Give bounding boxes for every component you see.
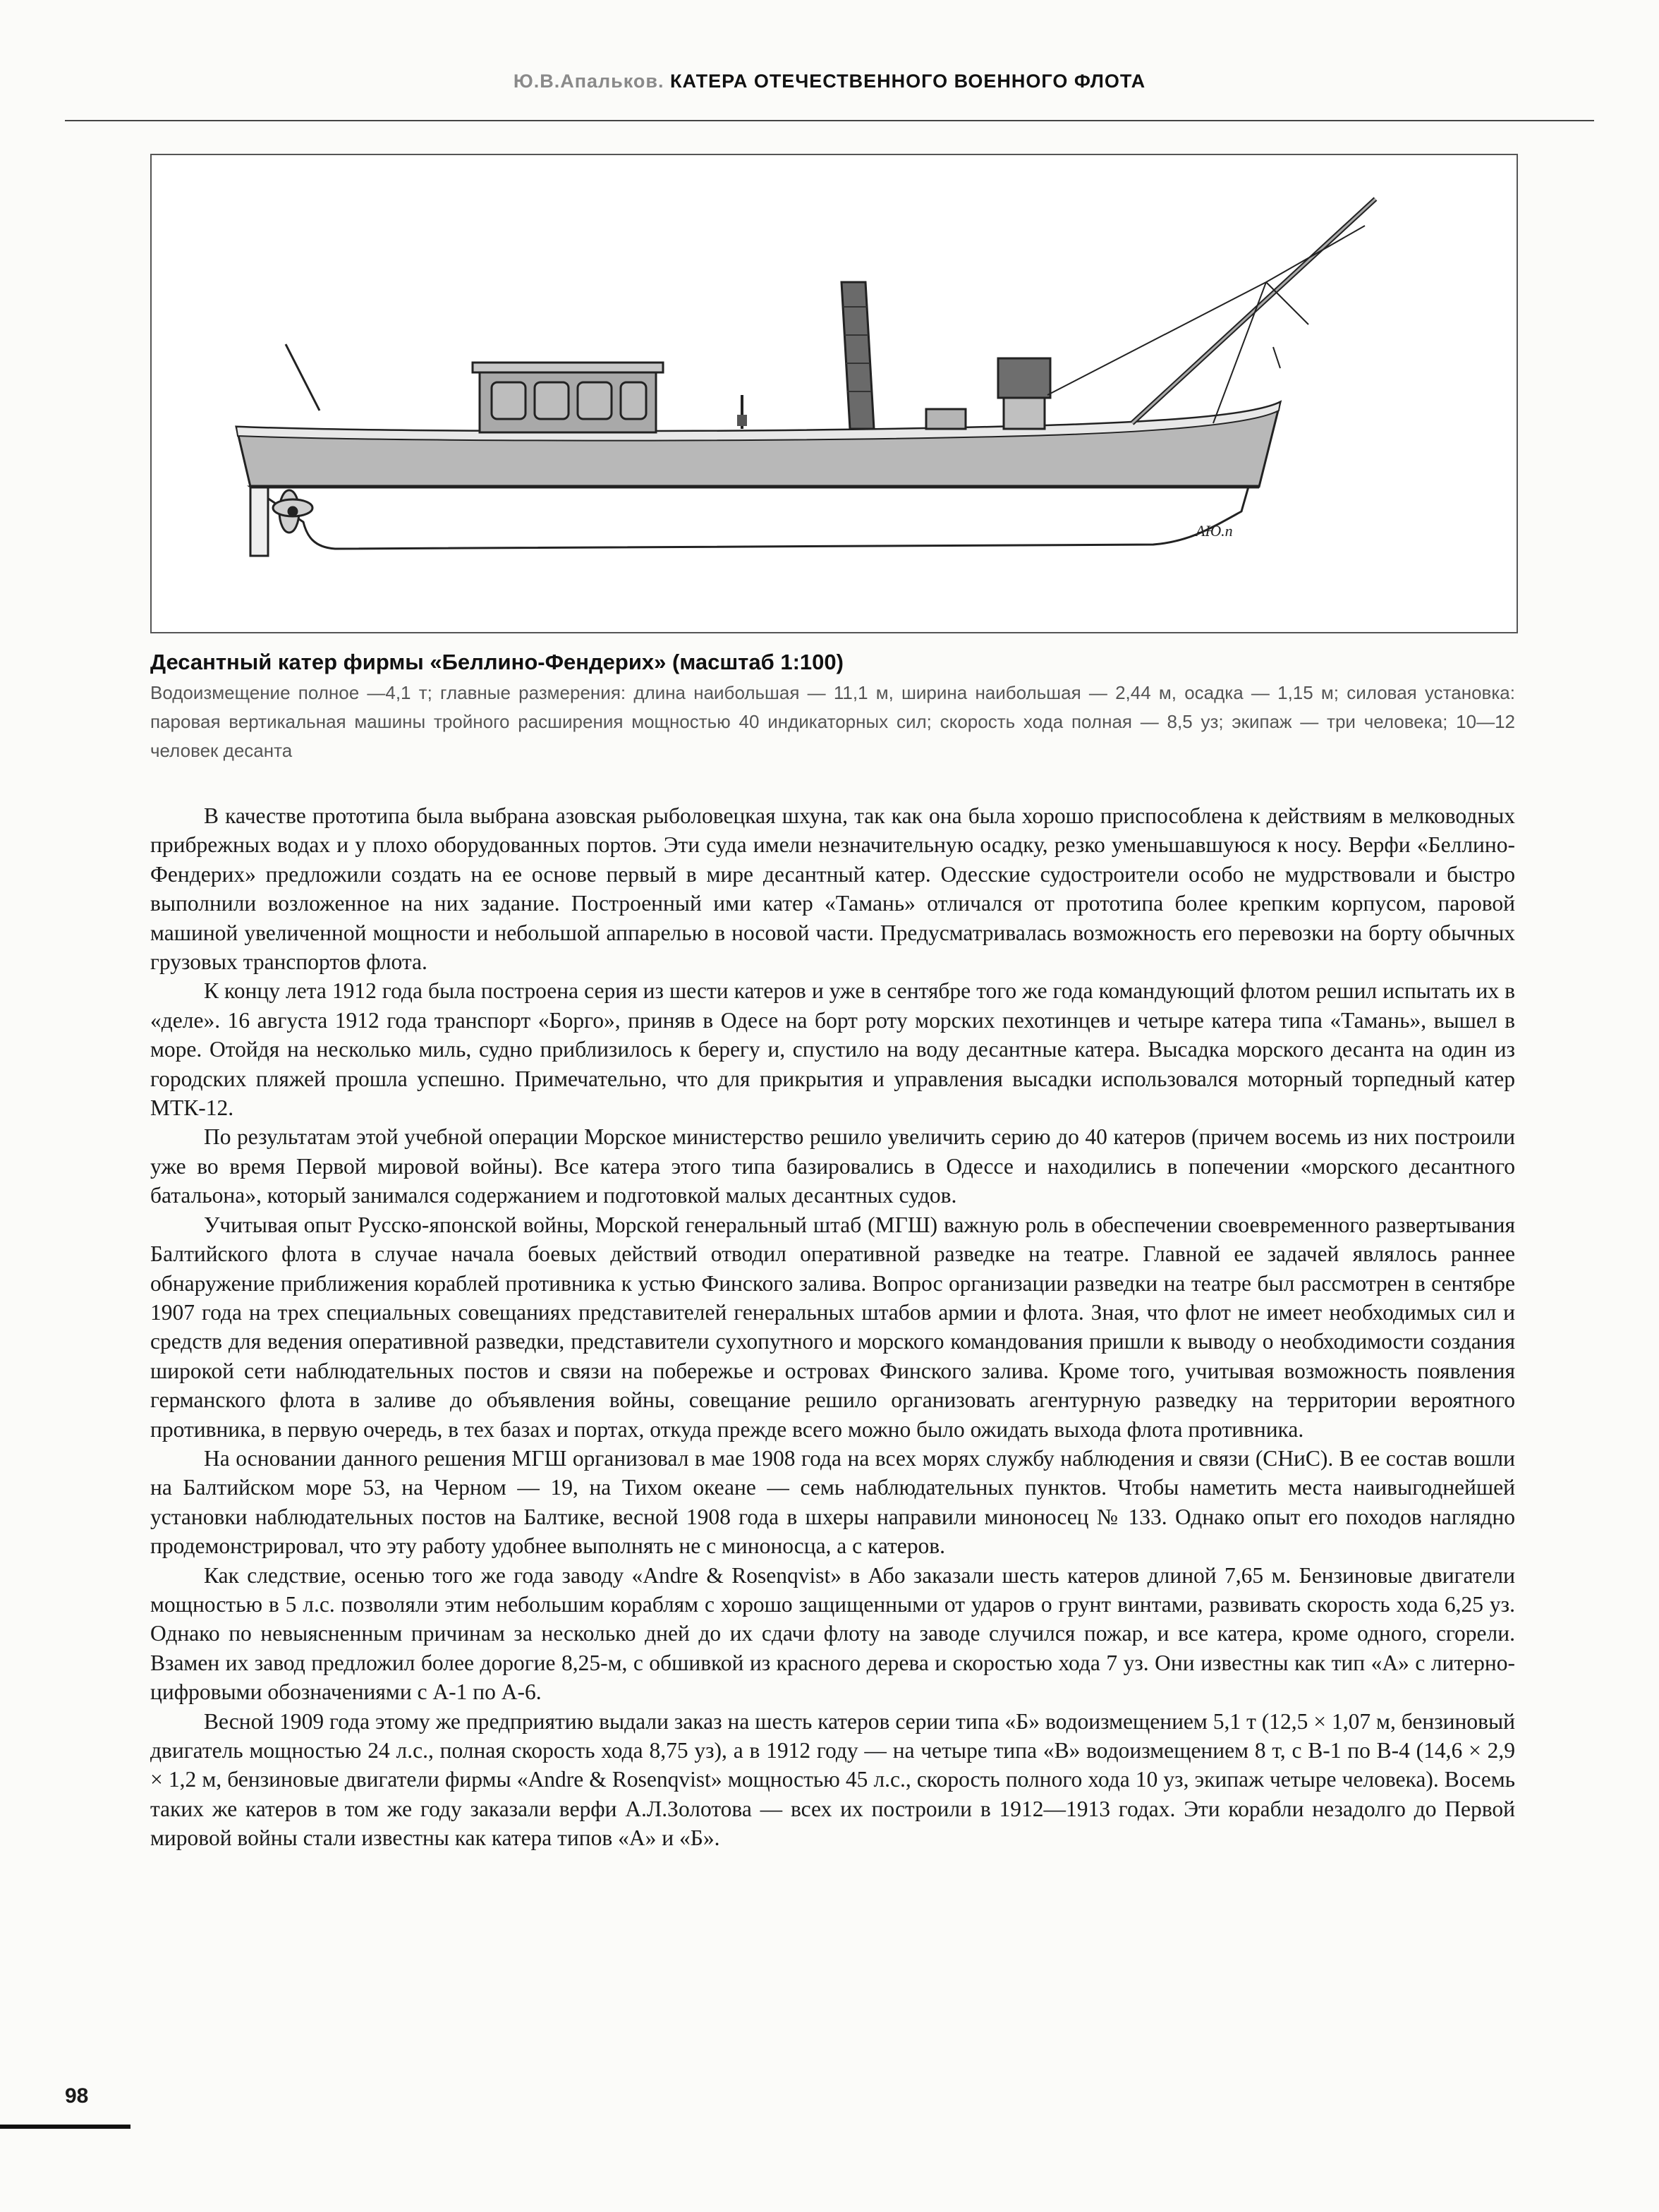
paragraph: По результатам этой учебной операции Морское министерство решило увеличить серию до 40 катеров (причем восемь из них построили уже во время Первой мировой войны). Все катера этого типа базировались в Одессе и находились в попечении «морского десантного батальона», который занимался содержанием и подготовкой малых десантных судов. bbox=[150, 1124, 1515, 1208]
paragraph: К концу лета 1912 года была построена серия из шести катеров и уже в сентябре того же года командующий флотом решил испытать их в «деле». 16 августа 1912 года транспорт «Борго», приняв в Одесе на борт роту морских пехотинцев и четыре катера типа «Тамань», вышел в море. Отойдя на несколько миль, судно приблизилось к берегу и, спустило на воду десантные катера. Высадка морского десанта на один из городских пляжей прошла успешно. Примечательно, что для прикрытия и управления высадки использовался моторный торпедный катер МТК-12. bbox=[150, 978, 1515, 1121]
footer-bar bbox=[0, 2125, 130, 2129]
paragraph: Как следствие, осенью того же года заводу «Andre & Rosenqvist» в Або заказали шесть катеров длиной 7,65 м. Бензиновые двигатели мощностью в 5 л.с. позволяли этим небольшим кораблям с хорошо защищенными от ударов о грунт винтами, развивать скорость хода 6,25 уз. Однако по невыясненным причинам за несколько дней до их сдачи флоту на заводе случился пожар, и все катера, кроме одного, сгорели. Взамен их завод предложил более дорогие 8,25-м, с обшивкой из красного дерева и скоростью хода 7 уз. Они известны как тип «А» с литерно-цифровыми обозначениями с А-1 по А-6. bbox=[150, 1562, 1515, 1705]
paragraph: На основании данного решения МГШ организовал в мае 1908 года на всех морях службу наблюдения и связи (СНиС). В ее состав вошли на Балтийском море 53, на Черном — 19, на Тихом океане — семь наблюдательных пунктов. Чтобы наметить места наивыгоднейшей установки наблюдательных постов на Балтике, весной 1908 года в шхеры направили миноносец № 133. Однако опыт его походов наглядно продемонстрировал, что эту работу удобнее выполнять не с миноносца, а с катеров. bbox=[150, 1445, 1515, 1559]
skylight bbox=[926, 409, 966, 429]
deckhouse-windows bbox=[492, 382, 646, 419]
deckhouse-roof bbox=[473, 363, 663, 372]
hull-underwater bbox=[250, 487, 1248, 549]
running-head-book-title: КАТЕРА ОТЕЧЕСТВЕННОГО ВОЕННОГО ФЛОТА bbox=[670, 71, 1146, 92]
rudder bbox=[250, 487, 268, 556]
running-head-author: Ю.В.Апальков. bbox=[513, 71, 664, 92]
page-number: 98 bbox=[65, 2084, 89, 2108]
winch-base bbox=[1004, 398, 1045, 429]
vent-head bbox=[737, 415, 747, 426]
body-text bbox=[150, 801, 1515, 1853]
landing-boat-drawing bbox=[152, 155, 1517, 632]
running-head bbox=[0, 71, 1659, 92]
caption-specs: Водоизмещение полное —4,1 т; главные размерения: длина наибольшая — 11,1 м, ширина наибольшая — 2,44 м, осадка — 1,15 м; силовая установка: паровая вертикальная машины тройного расширения мощностью 40 индикаторных сил; скорость хода полная — 8,5 уз; экипаж — три человека; 10—12 человек десанта bbox=[150, 682, 1515, 761]
paragraph: В качестве прототипа была выбрана азовская рыболовецкая шхуна, так как она была хорошо приспособлена к действиям в мелководных прибрежных водах и у плохо оборудованных портов. Эти суда имели незначительную осадку, резко уменьшавшуюся к носу. Верфи «Беллино-Фендерих» предложили создать на ее основе первый в мире десантный катер. Одесские судостроители особо не мудрствовали и быстро выполнили возложенное на них задание. Построенный ими катер «Тамань» отличался от прототипа более крепким корпусом, паровой машиной увеличенной мощности и небольшой аппарелью в носовой части. Предусматривалась возможность его перевозки на борту обычных грузовых транспортов флота. bbox=[150, 803, 1515, 975]
paragraph: Учитывая опыт Русско-японской войны, Морской генеральный штаб (МГШ) важную роль в обеспечении своевременного развертывания Балтийского флота в случае начала боевых действий отводил оперативной разведке на театре. Главной ее задачей являлось раннее обнаружение приближения кораблей противника к устью Финского залива. Вопрос организации разведки на театре был рассмотрен в сентябре 1907 года на трех специальных совещаниях представителей генеральных штабов армии и флота. Зная, что флот не имеет необходимых сил и средств для ведения оперативной разведки, представители сухопутного и морского командования пришли к выводу о необходимости создания широкой сети наблюдательных постов и связи на побережье и островах Финского залива. Кроме того, учитывая возможность появления германского флота в заливе до объявления войны, совещание решило организовать агентурную разведку на территории вероятного противника, в первую очередь, в тех базах и портах, откуда прежде всего можно было ожидать выхода флота противника. bbox=[150, 1212, 1515, 1442]
hull-topsides bbox=[236, 402, 1280, 487]
caption-title: Десантный катер фирмы «Беллино-Фендерих» (масштаб 1:100) bbox=[150, 650, 844, 674]
paragraph: Весной 1909 года этому же предприятию выдали заказ на шесть катеров серии типа «Б» водоизмещением 5,1 т (12,5 × 1,07 м, бензиновый двигатель мощностью 24 л.с., полная скорость хода 8,75 уз), а в 1912 году — на четыре типа «В» водоизмещением 8 т, с В-1 по В-4 (14,6 × 2,9 × 1,2 м, бензиновые двигатели фирмы «Andre & Rosenqvist» мощностью 45 л.с., скорость полного хода 10 уз, экипаж четыре человека). Восемь таких же катеров в том же году заказали верфи А.Л.Золотова — всех их построили в 1912—1913 годах. Эти корабли незадолго до Первой мировой войны стали известны как катера типов «А» и «Б». bbox=[150, 1708, 1515, 1851]
winch-house bbox=[998, 358, 1050, 398]
bow-staff bbox=[286, 344, 320, 411]
funnel bbox=[841, 282, 874, 429]
figure-caption bbox=[150, 648, 1515, 765]
artist-signature: АЮ.п bbox=[1196, 522, 1233, 540]
header-divider bbox=[65, 120, 1594, 121]
figure-frame bbox=[150, 154, 1518, 633]
